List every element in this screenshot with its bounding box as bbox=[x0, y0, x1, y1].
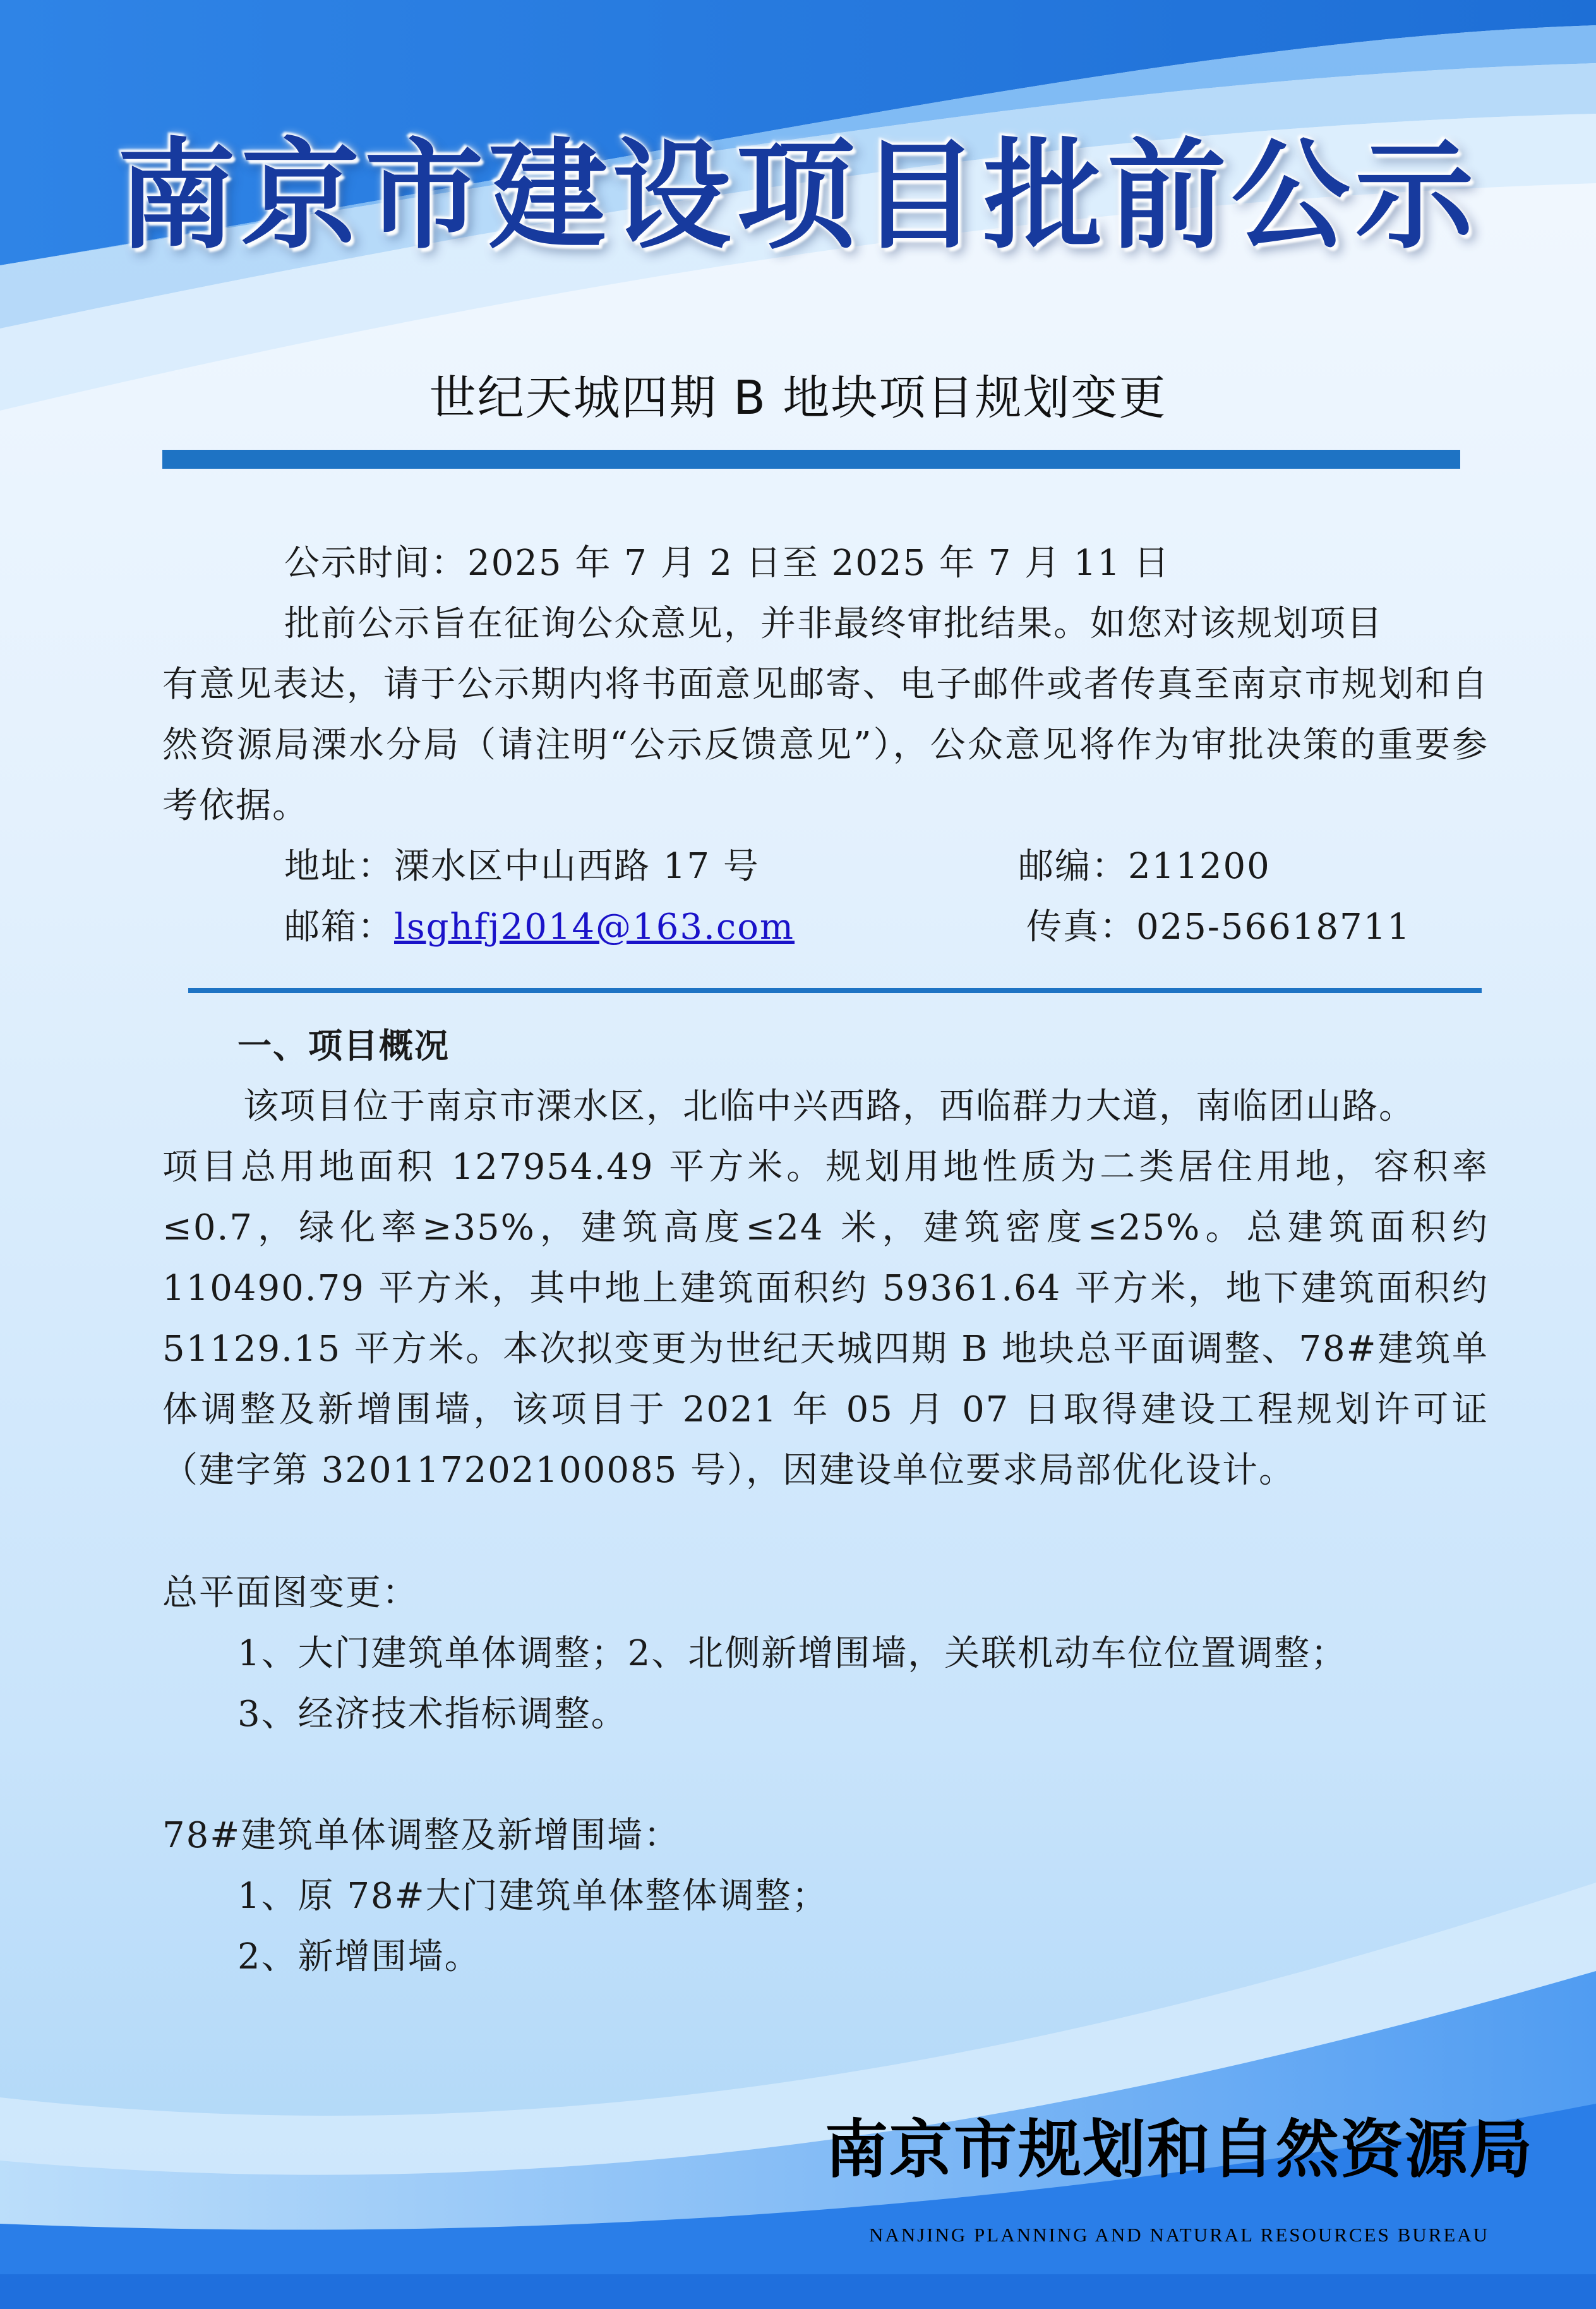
address-value: 溧水区中山西路 17 号 bbox=[394, 846, 760, 887]
bureau-name-cn: 南京市规划和自然资源局 bbox=[825, 2112, 1533, 2186]
postcode-label: 邮编： bbox=[1018, 846, 1128, 887]
bureau-name-en: NANJING PLANNING AND NATURAL RESOURCES BUREAU bbox=[868, 2224, 1490, 2246]
site-plan-item: 1、大门建筑单体调整；2、北侧新增围墙，关联机动车位位置调整； bbox=[237, 1633, 1348, 1674]
building-heading: 78#建筑单体调整及新增围墙： bbox=[162, 1815, 681, 1856]
title-divider bbox=[162, 450, 1460, 469]
address-line bbox=[284, 836, 760, 897]
publicity-period: 公示时间：2025 年 7 月 2 日至 2025 年 7 月 11 日 bbox=[284, 543, 1170, 584]
section-divider bbox=[188, 988, 1482, 993]
fax-value: 025-56618711 bbox=[1136, 907, 1411, 948]
building-item: 1、原 78#大门建筑单体整体调整； bbox=[237, 1876, 829, 1917]
building-item: 2、新增围墙。 bbox=[237, 1936, 481, 1977]
page-title: 南京市建设项目批前公示 bbox=[117, 126, 1479, 265]
overview-first-line: 该项目位于南京市溧水区，北临中兴西路，西临群力大道，南临团山路。 bbox=[243, 1086, 1415, 1127]
fax-line bbox=[1026, 897, 1411, 958]
intro-paragraph: 有意见表达，请于公示期内将书面意见邮寄、电子邮件或者传真至南京市规划和自然资源局溧水分局（请注明“公示反馈意见”），公众意见将作为审批决策的重要参考依据。 bbox=[162, 664, 1489, 826]
project-subtitle: 世纪天城四期 B 地块项目规划变更 bbox=[429, 371, 1167, 425]
site-plan-item: 3、经济技术指标调整。 bbox=[237, 1694, 628, 1735]
email-line bbox=[284, 897, 795, 958]
email-label: 邮箱： bbox=[284, 907, 394, 948]
overview-paragraph: 项目总用地面积 127954.49 平方米。规划用地性质为二类居住用地，容积率≤0.7，绿化率≥35%，建筑高度≤24 米，建筑密度≤25%。总建筑面积约 110490.79 平方米，其中地上建筑面积约 59361.64 平方米，地下建筑面积约 51129.15 平方米。本次拟变更为世纪天城四期 B 地块总平面调整、78#建筑单体调整及新增围墙，该项目于 2021 年 05 月 07 日取得建设工程规划许可证（建字第 320117202100085 号），因建设单位要求局部优化设计。 bbox=[162, 1147, 1489, 1491]
site-plan-heading: 总平面图变更： bbox=[162, 1572, 419, 1613]
email-link[interactable]: lsghfj2014@163.com bbox=[394, 907, 795, 948]
overview-heading: 一、项目概况 bbox=[237, 1026, 450, 1066]
intro-first-line: 批前公示旨在征询公众意见，并非最终审批结果。如您对该规划项目 bbox=[284, 603, 1383, 644]
postcode-line bbox=[1018, 836, 1271, 897]
postcode-value: 211200 bbox=[1128, 846, 1271, 887]
address-label: 地址： bbox=[284, 846, 394, 887]
fax-label: 传真： bbox=[1026, 907, 1136, 948]
